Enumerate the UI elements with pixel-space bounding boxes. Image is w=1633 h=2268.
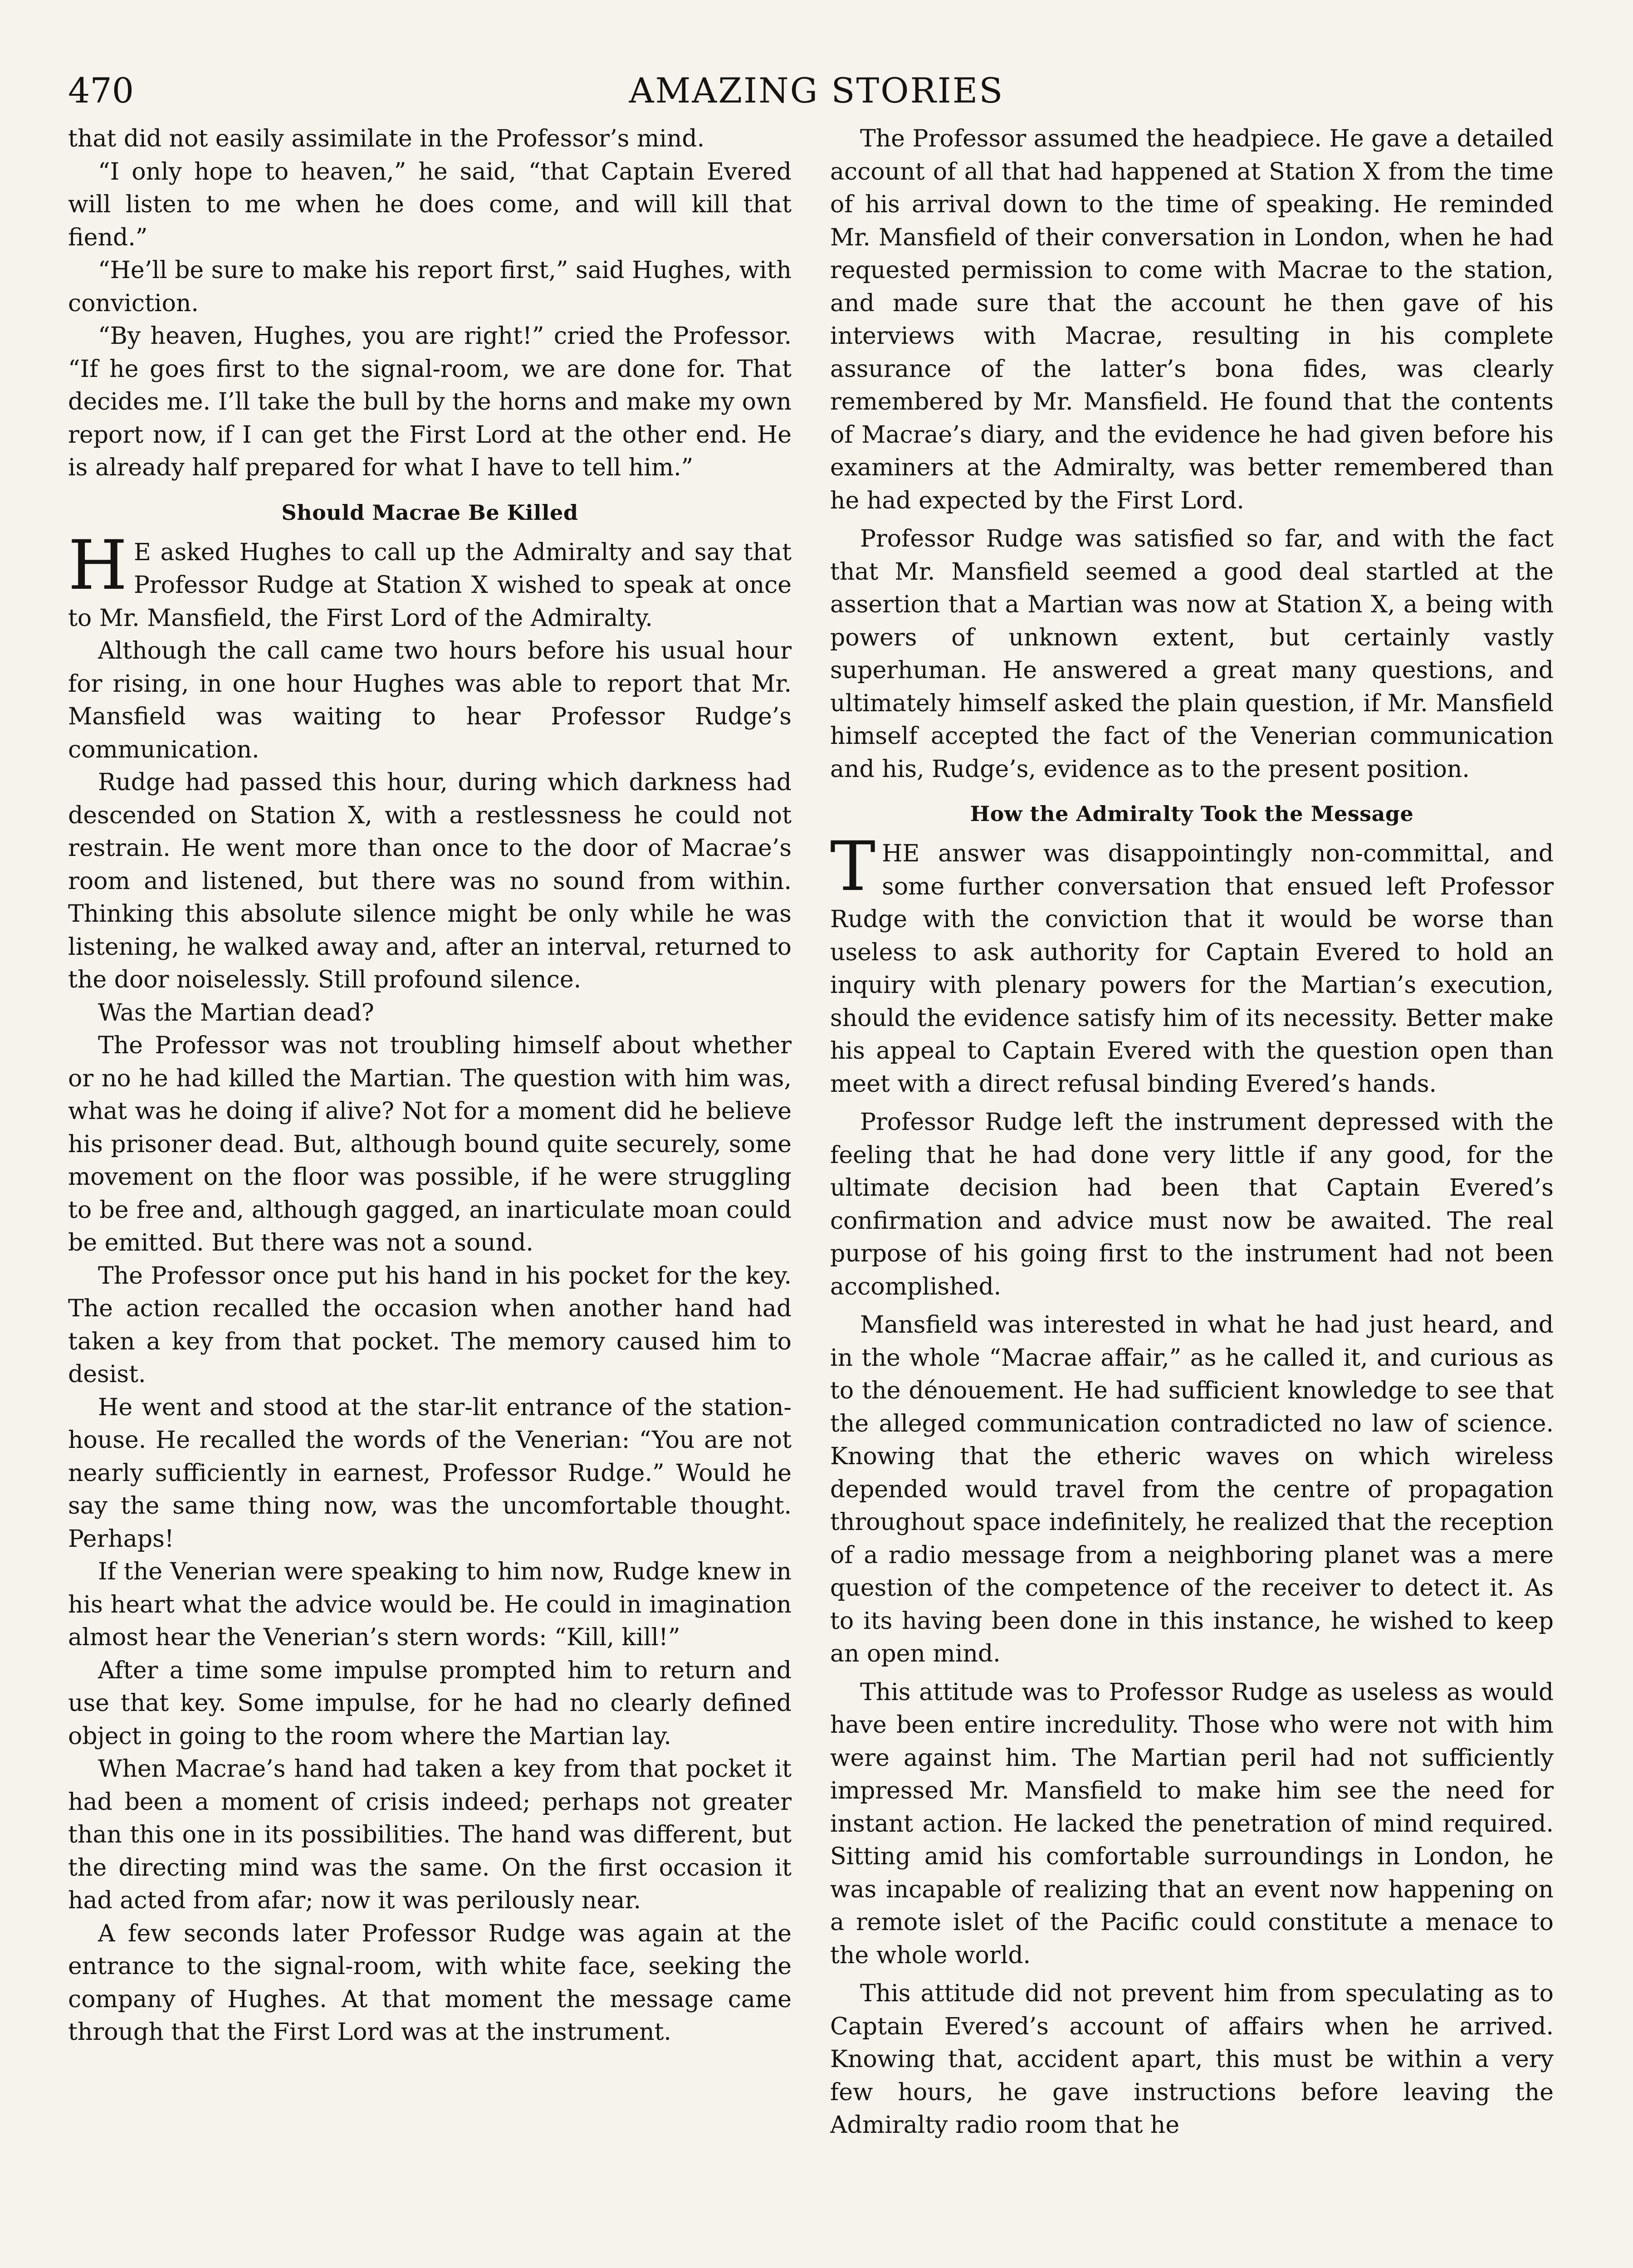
- paragraph: This attitude was to Professor Rudge as useless as would have been entire incredulity. Those who were not with him were against him. The Martian peril had not sufficiently impressed Mr. Mansfield to make him see the need for instant action. He lacked the penetration of mind required. Sitting amid his comfortable surroundings in London, he was incapable of realizing that an event now happening on a remote islet of the Pacific could constitute a menace to the whole world.: [830, 1678, 1554, 1969]
- running-head: AMAZING STORIES: [629, 70, 1004, 111]
- paragraph-text: E asked Hughes to call up the Admiralty and say that Professor Rudge at Station X wished to speak at once to Mr. Mansfield, the First Lord of the Admiralty.: [68, 538, 792, 632]
- paragraph-with-dropcap: [68, 526, 792, 635]
- paragraph: “He’ll be sure to make his report first,” said Hughes, with conviction.: [68, 257, 792, 317]
- left-column: [68, 122, 792, 2268]
- section-heading: Should Macrae Be Killed: [281, 500, 578, 525]
- paragraph: Although the call came two hours before his usual hour for rising, in one hour Hughes was able to report that Mr. Mansfield was waiting to hear Professor Rudge’s communication.: [68, 637, 792, 763]
- paragraph: Professor Rudge left the instrument depressed with the feeling that he had done very little if any good, for the ultimate decision had been that Captain Evered’s confirmation and advice must now be awaited. The real purpose of his going first to the instrument had not been accomplished.: [830, 1109, 1554, 1300]
- paragraph: A few seconds later Professor Rudge was again at the entrance to the signal-room, with white face, seeking the company of Hughes. At that moment the message came through that the First Lord was at the instrument.: [68, 1920, 792, 2046]
- section-heading: How the Admiralty Took the Message: [970, 802, 1414, 826]
- paragraph: Mansfield was interested in what he had just heard, and in the whole “Macrae affair,” as he called it, and curious as to the dénouement. He had sufficient knowledge to see that the alleged communication contradicted no law of science. Knowing that the etheric waves on which wireless depended would travel from the centre of propagation throughout space indefinitely, he realized that the reception of a radio message from a neighboring planet was a mere question of the competence of the receiver to detect it. As to its having been done in this instance, he wished to keep an open mind.: [830, 1311, 1554, 1667]
- paragraph: After a time some impulse prompted him to return and use that key. Some impulse, for he had no clearly defined object in going to the room where the Martian lay.: [68, 1657, 792, 1750]
- paragraph: The Professor assumed the headpiece. He gave a detailed account of all that had happened at Station X from the time of his arrival down to the time of speaking. He reminded Mr. Mansfield of their conversation in London, when he had requested permission to come with Macrae to the station, and made sure that the account he then gave of his interviews with Macrae, resulting in his complete assurance of the latter’s bona fides, was clearly remembered by Mr. Mansfield. He found that the contents of Macrae’s diary, and the evidence he had given before his examiners at the Admiralty, was better remembered than he had expected by the First Lord.: [830, 125, 1554, 514]
- paragraph: If the Venerian were speaking to him now, Rudge knew in his heart what the advice would be. He could in imagination almost hear the Venerian’s stern words: “Kill, kill!”: [68, 1558, 792, 1651]
- paragraph: Professor Rudge was satisfied so far, and with the fact that Mr. Mansfield seemed a good deal startled at the assertion that a Martian was now at Station X, a being with powers of unknown extent, but certainly vastly superhuman. He answered a great many questions, and ultimately himself asked the plain question, if Mr. Mansfield himself accepted the fact of the Venerian communication and his, Rudge’s, evidence as to the present position.: [830, 525, 1554, 783]
- paragraph: Rudge had passed this hour, during which darkness had descended on Station X, with a restlessness he could not restrain. He went more than once to the door of Macrae’s room and listened, but there was no sound from within. Thinking this absolute silence might be only while he was listening, he walked away and, after an interval, returned to the door noiselessly. Still profound silence.: [68, 769, 792, 993]
- paragraph: This attitude did not prevent him from speculating as to Captain Evered’s account of affairs when he arrived. Knowing that, accident apart, this must be within a very few hours, he gave instructions before leaving the Admiralty radio room that he: [830, 1980, 1554, 2139]
- page-number: 470: [68, 70, 134, 111]
- paragraph: that did not easily assimilate in the Professor’s mind.: [68, 125, 705, 152]
- page-header: [68, 64, 1565, 118]
- drop-cap: H: [68, 526, 127, 605]
- right-column: [830, 122, 1554, 2268]
- paragraph: He went and stood at the star-lit entrance of the station-house. He recalled the words of the Venerian: “You are not nearly sufficiently in earnest, Professor Rudge.” Would he say the same thing now, was the uncomfortable thought. Perhaps!: [68, 1393, 792, 1553]
- paragraph: The Professor was not troubling himself about whether or no he had killed the Martian. The question with him was, what was he doing if alive? Not for a moment did he believe his prisoner dead. But, although bound quite securely, some movement on the floor was possible, if he were struggling to be free and, although gagged, an inarticulate moan could be emitted. But there was not a sound.: [68, 1032, 792, 1256]
- paragraph: The Professor once put his hand in his pocket for the key. The action recalled the occasion when another hand had taken a key from that pocket. The memory caused him to desist.: [68, 1262, 792, 1388]
- paragraph-with-dropcap: [830, 827, 1554, 1100]
- paragraph: When Macrae’s hand had taken a key from that pocket it had been a moment of crisis indeed; perhaps not greater than this one in its possibilities. The hand was different, but the directing mind was the same. On the first occasion it had acted from afar; now it was perilously near.: [68, 1755, 792, 1914]
- drop-cap: T: [830, 827, 876, 906]
- paragraph-text: HE answer was disappointingly non-committal, and some further conversation that ensued left Professor Rudge with the conviction that it would be worse than useless to ask authority for Captain Evered to hold an inquiry with plenary powers for the Martian’s execution, should the evidence satisfy him of its necessity. Better make his appeal to Captain Evered with the question open than meet with a direct refusal binding Evered’s hands.: [830, 840, 1554, 1098]
- paragraph: Was the Martian dead?: [98, 999, 374, 1026]
- paragraph: “I only hope to heaven,” he said, “that Captain Evered will listen to me when he does come, and will kill that fiend.”: [68, 158, 792, 251]
- paragraph: “By heaven, Hughes, you are right!” cried the Professor. “If he goes first to the signal-room, we are done for. That decides me. I’ll take the bull by the horns and make my own report now, if I can get the First Lord at the other end. He is already half prepared for what I have to tell him.”: [68, 323, 792, 481]
